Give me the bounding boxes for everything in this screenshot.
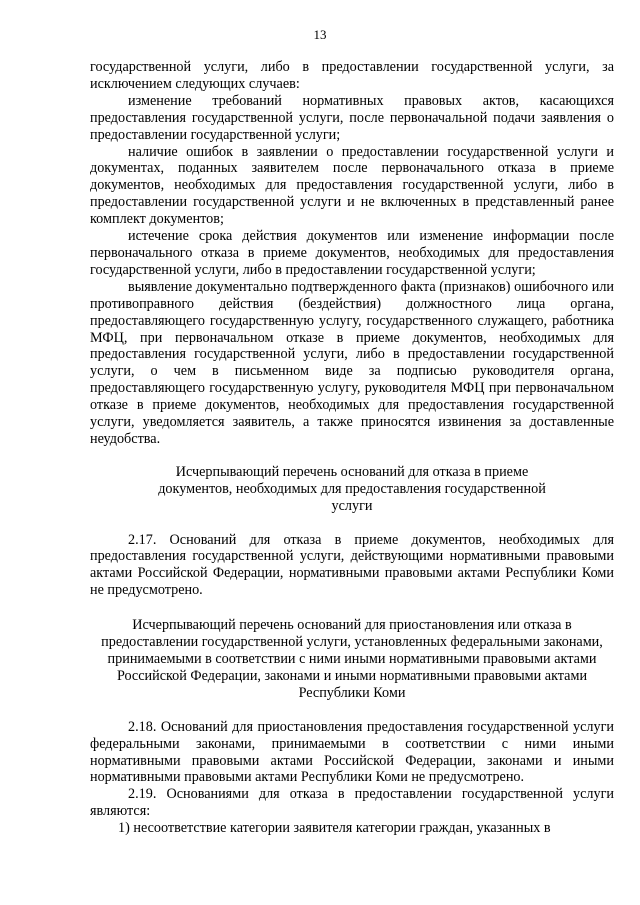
list-item-1: 1) несоответствие категории заявителя категории граждан, указанных в [118,820,551,837]
clause-2-17: 2.17. Оснований для отказа в приеме документов, необходимых для предоставления государственной услуги, действующими нормативными правовыми актами Российской Федерации, нормативными правовыми актами Республики Коми не предусмотрено. [90,531,614,599]
paragraph-exception-4: выявление документально подтвержденного факта (признаков) ошибочного или противоправного действия (бездействия) должностного лица органа, предоставляющего государственную услугу, государственного служащего, работника МФЦ, при первоначальном отказе в приеме документов, необходимых для предоставления государственной услуги, либо в предоставлении государственной услуги, о чем в письменном виде за подписью руководителя органа, предоставляющего государственную услугу, руководителя МФЦ при первоначальном отказе в приеме документов, необходимых для предоставления государственной услуги, уведомляется заявитель, а также приносятся извинения за доставленные неудобства. [90,278,614,447]
paragraph-exception-2: наличие ошибок в заявлении о предоставлении государственной услуги и документах, поданных заявителем после первоначального отказа в приеме документов, необходимых для предоставления государственной услуги, либо в предоставлении государственной услуги и не включенных в представленный ранее комплект документов; [90,143,614,228]
clause-2-19: 2.19. Основаниями для отказа в предоставлении государственной услуги являются: [90,786,614,820]
section-heading-suspension-refusal: Исчерпывающий перечень оснований для приостановления или отказа в предоставлении государственной услуги, установленных федеральными законами, принимаемыми в соответствии с ними иными нормативными правовыми актами Российской Федерации, законами и иными нормативными правовыми актами Республики Коми [101,617,603,701]
page-number: 13 [313,27,327,42]
clause-2-18: 2.18. Оснований для приостановления предоставления государственной услуги федеральными законами, принимаемыми в соответствии с ними иными нормативными правовыми актами Российской Федерации, законами и иными нормативными правовыми актами Республики Коми не предусмотрено. [90,718,614,786]
document-body [90,59,614,837]
paragraph-exception-3: истечение срока действия документов или изменение информации после первоначального отказа в приеме документов, необходимых для предоставления государственной услуги, либо в предоставлении государственной услуги; [90,228,614,278]
paragraph-continuation: государственной услуги, либо в предоставлении государственной услуги, за исключением следующих случаев: [90,59,614,92]
section-heading-refusal-acceptance: Исчерпывающий перечень оснований для отказа в приеме документов, необходимых для предоставления государственной услуги [158,463,546,514]
paragraph-exception-1: изменение требований нормативных правовых актов, касающихся предоставления государственной услуги, после первоначальной подачи заявления о предоставлении государственной услуги; [90,92,614,143]
